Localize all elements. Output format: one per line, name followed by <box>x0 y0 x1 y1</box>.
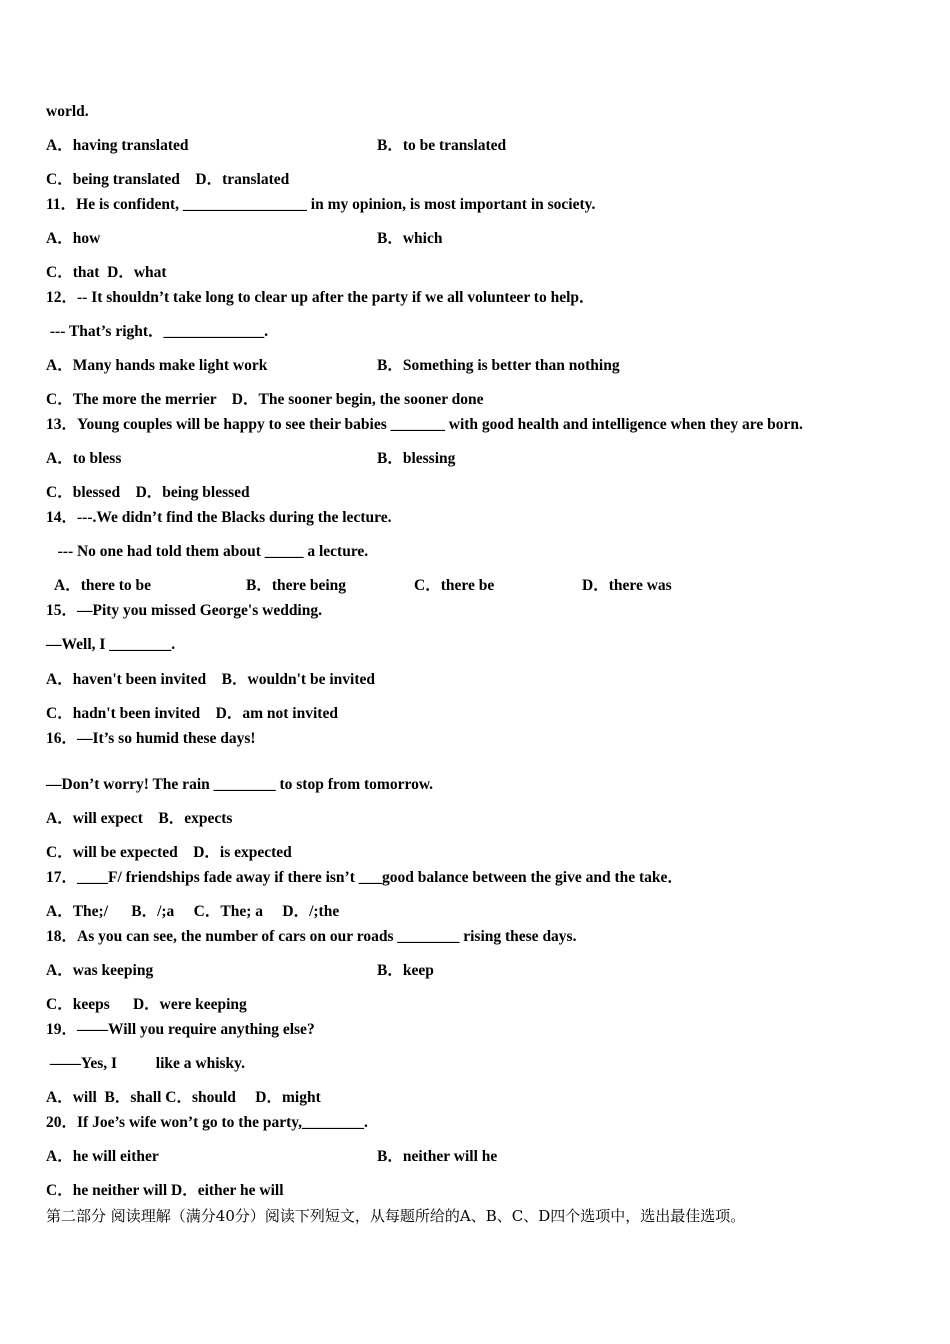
question-14-dialog: --- No one had told them about _____ a lecture. <box>46 543 369 560</box>
question-11: 11．He is confident, ________________ in my opinion, is most important in society. <box>46 196 596 213</box>
question-12: 12．-- It shouldn’t take long to clear up after the party if we all volunteer to help． <box>46 289 595 306</box>
option-b: B．neither will he <box>377 1148 498 1165</box>
option-b: B．to be translated <box>377 137 507 154</box>
question-15-dialog: —Well, I ________. <box>46 636 176 653</box>
option-a: A．Many hands make light work <box>46 357 268 374</box>
option-b: B．Something is better than nothing <box>377 357 620 374</box>
option-b: B．keep <box>377 962 434 979</box>
option-ab: A．haven't been invited B．wouldn't be invited <box>46 671 375 688</box>
question-13: 13．Young couples will be happy to see their babies _______ with good health and intelligence when they are born. <box>46 416 803 433</box>
option-a: A．how <box>46 230 101 247</box>
option-c: C．there be <box>414 577 495 594</box>
question-16: 16．—It’s so humid these days! <box>46 730 256 747</box>
option-ab: A．will expect B．expects <box>46 810 233 827</box>
question-14: 14．---.We didn’t find the Blacks during the lecture. <box>46 509 392 526</box>
option-cd: C．The more the merrier D．The sooner begin, the sooner done <box>46 391 484 408</box>
option-cd: C．keeps D．were keeping <box>46 996 247 1013</box>
option-cd: C．that D．what <box>46 264 167 281</box>
option-b: B．blessing <box>377 450 456 467</box>
option-a: A．having translated <box>46 137 189 154</box>
question-12-dialog: --- That’s right．_____________. <box>46 323 269 340</box>
section-heading: 第二部分 阅读理解（满分40分）阅读下列短文，从每题所给的A、B、C、D四个选项中，选出最佳选项。 <box>46 1207 746 1225</box>
question-20: 20．If Joe’s wife won’t go to the party,________. <box>46 1114 368 1131</box>
option-d: D．there was <box>582 577 672 594</box>
option-a: A．he will either <box>46 1148 159 1165</box>
option-b: B．which <box>377 230 443 247</box>
option-a: A．there to be <box>54 577 151 594</box>
text-line: world. <box>46 103 89 120</box>
option-a: A．was keeping <box>46 962 154 979</box>
option-b: B．there being <box>246 577 347 594</box>
question-18: 18．As you can see, the number of cars on our roads ________ rising these days. <box>46 928 577 945</box>
question-16-dialog: —Don’t worry! The rain ________ to stop from tomorrow. <box>46 776 434 793</box>
question-19: 19．——Will you require anything else? <box>46 1021 315 1038</box>
option-abcd: A．The;/ B．/;a C．The; a D．/;the <box>46 903 340 920</box>
option-cd: C．blessed D．being blessed <box>46 484 250 501</box>
option-cd: C．will be expected D．is expected <box>46 844 292 861</box>
question-19-dialog: ——Yes, I like a whisky. <box>46 1055 245 1072</box>
option-cd: C．hadn't been invited D．am not invited <box>46 705 338 722</box>
question-15: 15．—Pity you missed George's wedding. <box>46 602 322 619</box>
option-cd: C．he neither will D．either he will <box>46 1182 284 1199</box>
option-cd: C．being translated D．translated <box>46 171 290 188</box>
option-abcd: A．will B．shall C．should D．might <box>46 1089 321 1106</box>
question-17: 17．____F/ friendships fade away if there isn’t ___good balance between the give and the take． <box>46 869 683 886</box>
option-a: A．to bless <box>46 450 122 467</box>
